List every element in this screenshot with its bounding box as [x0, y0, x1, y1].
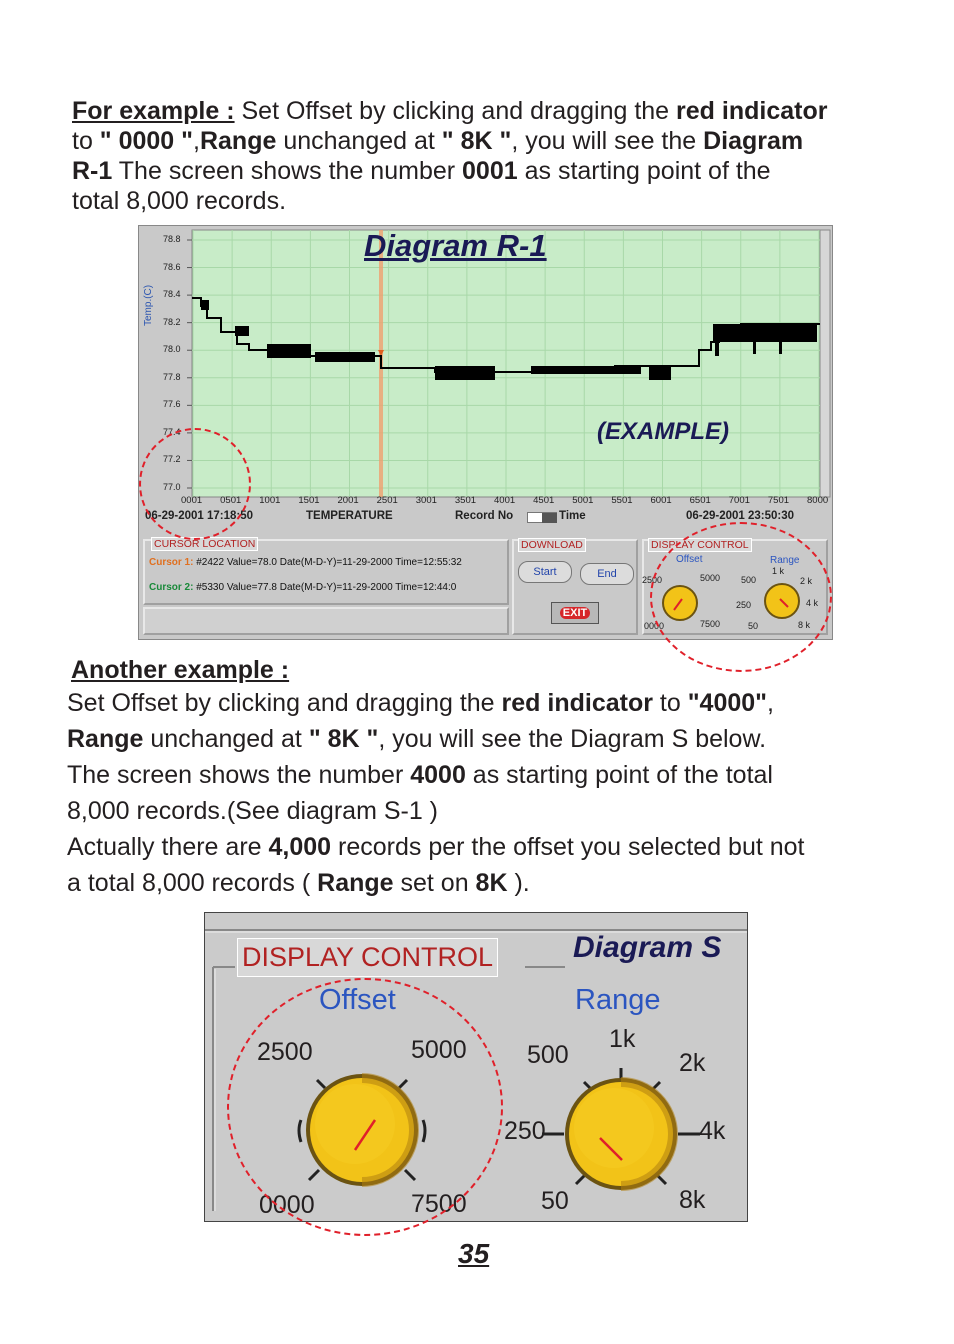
- record-no-label: Record No: [455, 510, 514, 522]
- end-time: 06-29-2001 23:50:30: [686, 510, 795, 522]
- cursor2-name: Cursor 2:: [149, 582, 194, 593]
- range-tick-8k: 8k: [679, 1186, 706, 1214]
- channel-name: TEMPERATURE: [306, 510, 393, 522]
- x-tick-label: 5501: [611, 495, 633, 506]
- range-tick-2k: 2k: [679, 1049, 706, 1077]
- range-tick-500: 500: [527, 1041, 569, 1069]
- highlight-circle-display-control: [650, 522, 832, 672]
- display-control-label-large: DISPLAY CONTROL: [237, 938, 498, 977]
- start-button[interactable]: Start: [518, 561, 572, 583]
- y-tick-label: 77.2: [163, 454, 181, 465]
- record-time-toggle[interactable]: [527, 512, 557, 523]
- display-control-panel: DISPLAY CONTROL Offset Range 2500 5000 0000 7500 500 1 k 2 k 250 4 k 50 8 k: [642, 539, 828, 635]
- start-time: 06-29-2001 17:18:50: [145, 510, 254, 522]
- y-tick-label: 78.6: [163, 261, 181, 272]
- display-control-label: DISPLAY CONTROL: [648, 538, 752, 552]
- x-tick-label: 6501: [689, 495, 711, 506]
- second-paragraph: Another example : Set Offset by clicking and dragging the red indicator to "4000", Range unchanged at " 8K ", you will see the Diagram S below. The screen shows the number 4000 as starting point of the total 8,000 records.(See diagram S-1 ) Actually there are 4,000 records per the offset you selected but not a total 8,000 records ( Range set on 8K ).: [67, 656, 805, 897]
- x-tick-label: 0001: [181, 495, 203, 506]
- x-tick-label: 8000: [807, 495, 829, 506]
- cursor1-readout: #2422 Value=78.0 Date(M-D-Y)=11-29-2000 Time=12:55:32: [196, 557, 462, 568]
- example-label: (EXAMPLE): [597, 418, 729, 445]
- page-number: 35: [458, 1238, 490, 1269]
- range-tick-50: 50: [541, 1187, 569, 1215]
- offset-tick-2500: 2500: [257, 1038, 313, 1066]
- y-tick-label: 77.8: [163, 371, 181, 382]
- message-field: [143, 607, 509, 635]
- intro-paragraph: For example : Set Offset by clicking and dragging the red indicator to " 0000 ",Range unchanged at " 8K ", you will see the Diagram R-1 The screen shows the number 0001 as starting point of the total 8,000 records.: [72, 97, 828, 215]
- range-tick-4k: 4k: [699, 1117, 726, 1145]
- x-tick-label: 2501: [376, 495, 398, 506]
- offset-tick-7500: 7500: [411, 1190, 467, 1218]
- range-label-large: Range: [575, 984, 661, 1016]
- cursor2-readout: #5330 Value=77.8 Date(M-D-Y)=11-29-2000 Time=12:44:0: [196, 582, 457, 593]
- cursor-location-panel: [143, 539, 509, 605]
- y-tick-label: 77.6: [163, 399, 181, 410]
- download-label: DOWNLOAD: [518, 538, 586, 552]
- x-tick-label: 3501: [454, 495, 477, 506]
- highlight-circle-offset-knob: [227, 978, 503, 1236]
- range-tick-250: 250: [504, 1117, 546, 1145]
- range-tick-1k: 1k: [609, 1025, 636, 1053]
- x-tick-label: 1501: [298, 495, 320, 506]
- y-tick-label: 78.2: [163, 316, 181, 327]
- x-tick-label: 1001: [259, 495, 281, 506]
- y-tick-label: 78.0: [163, 344, 181, 355]
- example-lead: For example :: [72, 97, 235, 125]
- offset-label-large: Offset: [319, 984, 396, 1016]
- offset-label-small: Offset: [676, 554, 703, 565]
- y-tick-label: 78.8: [163, 234, 181, 244]
- x-tick-label: 0501: [220, 495, 242, 506]
- download-panel: [512, 539, 638, 635]
- y-tick-label: 78.4: [163, 289, 181, 300]
- range-knob[interactable]: [536, 1058, 706, 1208]
- x-tick-label: 6001: [650, 495, 672, 506]
- highlight-circle-xaxis-start: [139, 428, 254, 540]
- plot-scrollbar: [820, 230, 830, 497]
- offset-tick-5000: 5000: [411, 1036, 467, 1064]
- x-tick-label: 5001: [572, 495, 594, 506]
- end-button[interactable]: End: [580, 563, 634, 585]
- cursor1-name: Cursor 1:: [149, 557, 194, 568]
- exit-button[interactable]: EXIT: [551, 602, 599, 624]
- x-tick-label: 7501: [767, 495, 790, 506]
- x-tick-label: 7001: [728, 495, 750, 506]
- time-label: Time: [559, 510, 586, 522]
- x-tick-label: 4501: [533, 495, 555, 506]
- cursor-location-label: CURSOR LOCATION: [151, 537, 258, 551]
- y-axis-title: Temp.(C): [143, 284, 154, 326]
- x-tick-label: 3001: [415, 495, 437, 506]
- x-tick-label: 4001: [494, 495, 516, 506]
- range-label-small: Range: [770, 555, 800, 566]
- x-tick-label: 2001: [337, 495, 359, 506]
- y-tick-label: 77.0: [163, 482, 181, 492]
- diagram-s-title: Diagram S: [573, 931, 722, 964]
- offset-tick-0000: 0000: [259, 1191, 315, 1219]
- y-tick-label: 77.4: [163, 426, 181, 437]
- another-example-lead: Another example :: [71, 656, 290, 684]
- diagram-r1-title: Diagram R-1: [364, 228, 547, 263]
